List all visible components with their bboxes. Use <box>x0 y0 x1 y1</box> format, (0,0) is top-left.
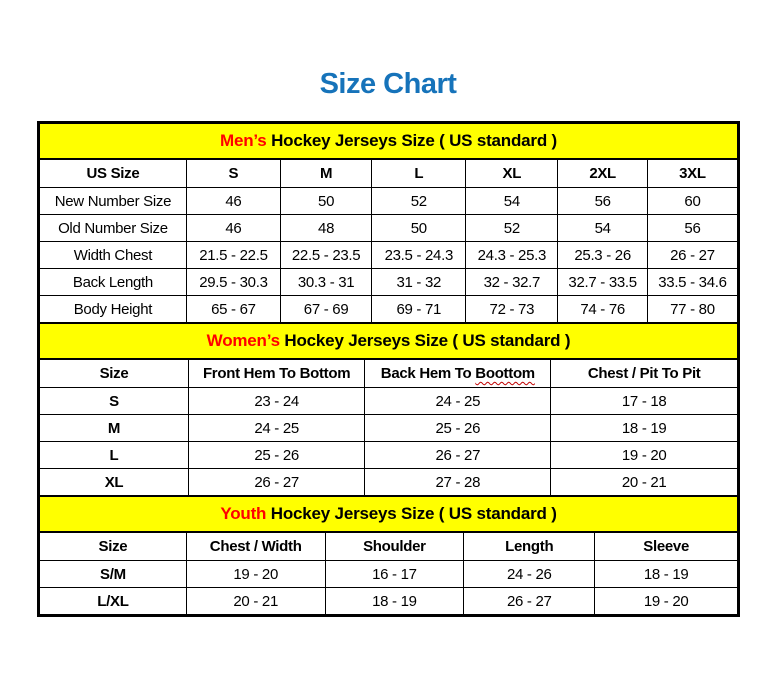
cell-value: 26 - 27 <box>464 588 595 615</box>
cell-value: 56 <box>647 215 737 242</box>
row-label: S/M <box>40 561 186 588</box>
womens-header-row <box>40 360 737 388</box>
mens-col-header: 3XL <box>647 160 737 188</box>
cell-value: 20 - 21 <box>551 469 737 496</box>
womens-col-header-text: Back Hem To <box>380 365 476 382</box>
cell-value: 17 - 18 <box>551 388 737 415</box>
mens-col-header: M <box>280 160 371 188</box>
mens-banner-highlight: Men’s <box>220 131 267 150</box>
cell-value: 24.3 - 25.3 <box>466 242 558 269</box>
mens-col-header: S <box>186 160 280 188</box>
cell-value: 54 <box>558 215 648 242</box>
row-label: Body Height <box>40 296 186 323</box>
cell-value: 26 - 27 <box>647 242 737 269</box>
cell-value: 16 - 17 <box>325 561 464 588</box>
row-label: Width Chest <box>40 242 186 269</box>
cell-value: 24 - 25 <box>188 415 364 442</box>
row-label: L/XL <box>40 588 186 615</box>
youth-section-banner <box>40 495 737 533</box>
mens-section-banner <box>40 124 737 160</box>
youth-header-row <box>40 533 737 561</box>
cell-value: 56 <box>558 188 648 215</box>
table-row <box>40 561 737 588</box>
cell-value: 25.3 - 26 <box>558 242 648 269</box>
cell-value: 50 <box>372 215 466 242</box>
mens-col-header: 2XL <box>558 160 648 188</box>
mens-col-header: XL <box>466 160 558 188</box>
cell-value: 25 - 26 <box>365 415 551 442</box>
cell-value: 60 <box>647 188 737 215</box>
cell-value: 31 - 32 <box>372 269 466 296</box>
table-row <box>40 296 737 323</box>
size-chart-table-frame <box>37 121 740 617</box>
cell-value: 20 - 21 <box>186 588 325 615</box>
table-row <box>40 188 737 215</box>
womens-col-header: Chest / Pit To Pit <box>551 360 737 388</box>
cell-value: 32.7 - 33.5 <box>558 269 648 296</box>
row-label: Back Length <box>40 269 186 296</box>
cell-value: 30.3 - 31 <box>280 269 371 296</box>
womens-size-table <box>40 360 737 495</box>
youth-col-header: Sleeve <box>595 533 737 561</box>
womens-banner-highlight: Women’s <box>206 331 280 350</box>
cell-value: 23 - 24 <box>188 388 364 415</box>
cell-value: 22.5 - 23.5 <box>280 242 371 269</box>
cell-value: 72 - 73 <box>466 296 558 323</box>
youth-banner-highlight: Youth <box>220 504 267 523</box>
cell-value: 54 <box>466 188 558 215</box>
womens-col-header: Front Hem To Bottom <box>188 360 364 388</box>
cell-value: 52 <box>372 188 466 215</box>
cell-value: 48 <box>280 215 371 242</box>
cell-value: 46 <box>186 188 280 215</box>
mens-header-row <box>40 160 737 188</box>
cell-value: 67 - 69 <box>280 296 371 323</box>
cell-value: 26 - 27 <box>188 469 364 496</box>
womens-col-header: Size <box>40 360 188 388</box>
youth-col-header: Chest / Width <box>186 533 325 561</box>
mens-col-header: US Size <box>40 160 186 188</box>
cell-value: 19 - 20 <box>186 561 325 588</box>
table-row <box>40 588 737 615</box>
youth-col-header: Length <box>464 533 595 561</box>
cell-value: 21.5 - 22.5 <box>186 242 280 269</box>
cell-value: 50 <box>280 188 371 215</box>
table-row <box>40 469 737 496</box>
row-label: Old Number Size <box>40 215 186 242</box>
cell-value: 29.5 - 30.3 <box>186 269 280 296</box>
youth-banner-text: Hockey Jerseys Size ( US standard ) <box>266 504 557 523</box>
table-row <box>40 269 737 296</box>
cell-value: 24 - 25 <box>365 388 551 415</box>
row-label: L <box>40 442 188 469</box>
row-label: XL <box>40 469 188 496</box>
table-row <box>40 215 737 242</box>
cell-value: 52 <box>466 215 558 242</box>
womens-section-banner <box>40 322 737 360</box>
cell-value: 27 - 28 <box>365 469 551 496</box>
cell-value: 69 - 71 <box>372 296 466 323</box>
row-label: M <box>40 415 188 442</box>
mens-size-table <box>40 160 737 322</box>
cell-value: 46 <box>186 215 280 242</box>
cell-value: 18 - 19 <box>551 415 737 442</box>
cell-value: 19 - 20 <box>551 442 737 469</box>
cell-value: 65 - 67 <box>186 296 280 323</box>
cell-value: 74 - 76 <box>558 296 648 323</box>
cell-value: 26 - 27 <box>365 442 551 469</box>
table-row <box>40 388 737 415</box>
youth-size-table <box>40 533 737 614</box>
mens-banner-text: Hockey Jerseys Size ( US standard ) <box>266 131 557 150</box>
mens-col-header: L <box>372 160 466 188</box>
cell-value: 18 - 19 <box>325 588 464 615</box>
table-row <box>40 242 737 269</box>
row-label: New Number Size <box>40 188 186 215</box>
womens-banner-text: Hockey Jerseys Size ( US standard ) <box>279 331 571 350</box>
cell-value: 23.5 - 24.3 <box>372 242 466 269</box>
cell-value: 24 - 26 <box>464 561 595 588</box>
cell-value: 32 - 32.7 <box>466 269 558 296</box>
table-row <box>40 442 737 469</box>
youth-col-header: Size <box>40 533 186 561</box>
cell-value: 18 - 19 <box>595 561 737 588</box>
youth-col-header: Shoulder <box>325 533 464 561</box>
page-title: Size Chart <box>319 68 457 100</box>
womens-col-header <box>365 360 551 388</box>
table-row <box>40 415 737 442</box>
womens-col-header-misspelled-word: Boottom <box>475 365 535 382</box>
row-label: S <box>40 388 188 415</box>
cell-value: 19 - 20 <box>595 588 737 615</box>
cell-value: 77 - 80 <box>647 296 737 323</box>
cell-value: 33.5 - 34.6 <box>647 269 737 296</box>
cell-value: 25 - 26 <box>188 442 364 469</box>
